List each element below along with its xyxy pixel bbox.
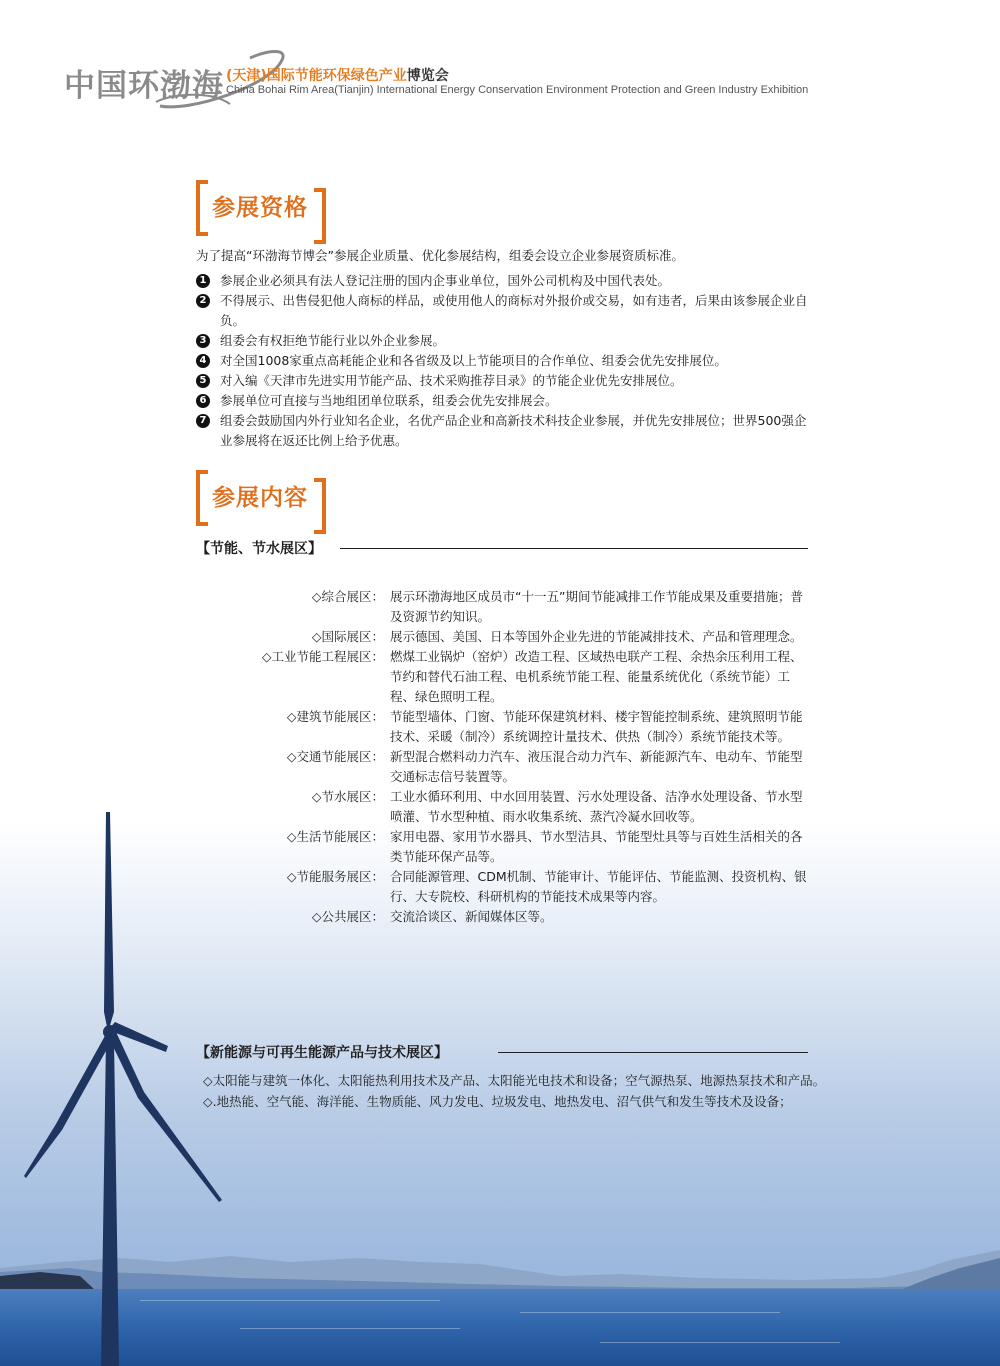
zone-desc: 展示德国、美国、日本等国外企业先进的节能减排技术、产品和管理理念。 — [390, 629, 803, 644]
subheading-text: 【节能、节水展区】 — [196, 541, 322, 557]
zone-desc: 燃煤工业锅炉（窑炉）改造工程、区域热电联产工程、余热余压利用工程、节约和替代石油工程、电机系统节能工程、能量系统优化（系统节能）工程、绿色照明工程。 — [390, 649, 803, 704]
left-bracket — [196, 180, 208, 236]
zone-name: ◇国际展区： — [311, 629, 384, 644]
section-heading-content — [196, 470, 326, 526]
title-end: 博览会 — [406, 68, 449, 84]
rule-text: 组委会有权拒绝节能行业以外企业参展。 — [220, 333, 446, 348]
subheading-text: 【新能源与可再生能源产品与技术展区】 — [196, 1045, 448, 1061]
zone-name: ◇生活节能展区： — [286, 829, 384, 844]
list-item — [196, 371, 816, 391]
zone-name: ◇工业节能工程展区： — [261, 649, 384, 664]
zone-desc: 家用电器、家用节水器具、节水型洁具、节能型灶具等与百姓生活相关的各类节能环保产品等。 — [390, 829, 803, 864]
list-item — [200, 747, 820, 787]
subheading-energy-water — [196, 538, 808, 558]
number-badge: 6 — [196, 394, 210, 408]
rule-text: 对全国1008家重点高耗能企业和各省级及以上节能项目的合作单位、组委会优先安排展位。 — [220, 353, 727, 368]
zone-name: ◇节能服务展区： — [286, 869, 384, 884]
exhibition-title — [226, 65, 449, 85]
number-badge: 4 — [196, 354, 210, 368]
list-item — [196, 391, 816, 411]
list-item: ◇.地热能、空气能、海洋能、生物质能、风力发电、垃圾发电、地热发电、沼气供气和发生等技术及设备； — [203, 1094, 792, 1109]
rule-text: 组委会鼓励国内外行业知名企业，名优产品企业和高新技术科技企业参展，并优先安排展位；世界500强企业参展将在返还比例上给予优惠。 — [220, 413, 807, 448]
qualification-intro: 为了提高“环渤海节博会”参展企业质量、优化参展结构，组委会设立企业参展资质标准。 — [196, 248, 684, 263]
zone-desc: 合同能源管理、CDM机制、节能审计、节能评估、节能监测、投资机构、银行、大专院校、科研机构的节能技术成果等内容。 — [390, 869, 807, 904]
divider — [340, 548, 808, 549]
zone-desc: 展示环渤海地区成员市“十一五”期间节能减排工作节能成果及重要措施；普及资源节约知识。 — [390, 589, 803, 624]
list-item — [196, 331, 816, 351]
zone-name: ◇交通节能展区： — [286, 749, 384, 764]
list-item — [200, 627, 820, 647]
number-badge: 3 — [196, 334, 210, 348]
rule-text: 对入编《天津市先进实用节能产品、技术采购推荐目录》的节能企业优先安排展位。 — [220, 373, 683, 388]
exhibition-zones — [200, 587, 820, 927]
zone-name: ◇公共展区： — [311, 909, 384, 924]
new-energy-list — [203, 1070, 883, 1112]
rule-text: 参展企业必须具有法人登记注册的国内企事业单位，国外公司机构及中国代表处。 — [220, 273, 671, 288]
list-item — [200, 587, 820, 627]
list-item — [196, 271, 816, 291]
title-paren: (天津) — [226, 68, 267, 84]
section-title: 参展内容 — [212, 484, 308, 511]
list-item — [196, 351, 816, 371]
number-badge: 7 — [196, 414, 210, 428]
zone-name: ◇节水展区： — [311, 789, 384, 804]
section-title: 参展资格 — [212, 194, 308, 221]
qualification-rules — [196, 271, 816, 451]
rule-text: 不得展示、出售侵犯他人商标的样品，或使用他人的商标对外报价或交易，如有违者，后果由该参展企业自负。 — [220, 293, 808, 328]
left-bracket — [196, 470, 208, 526]
exhibition-logo — [64, 50, 224, 110]
zone-desc: 工业水循环利用、中水回用装置、污水处理设备、洁净水处理设备、节水型喷灌、节水型种植、雨水收集系统、蒸汽冷凝水回收等。 — [390, 789, 803, 824]
list-item — [200, 867, 820, 907]
number-badge: 2 — [196, 294, 210, 308]
zone-name: ◇建筑节能展区： — [286, 709, 384, 724]
list-item — [200, 647, 820, 707]
list-item — [200, 827, 820, 867]
zone-desc: 新型混合燃料动力汽车、液压混合动力汽车、新能源汽车、电动车、节能型交通标志信号装置等。 — [390, 749, 803, 784]
list-item — [196, 291, 816, 331]
logo-text: 中国环渤海 — [64, 68, 224, 104]
list-item — [200, 787, 820, 827]
list-item — [200, 707, 820, 747]
right-bracket — [314, 478, 326, 534]
list-item — [196, 411, 816, 451]
subheading-new-energy — [196, 1042, 808, 1062]
zone-desc: 节能型墙体、门窗、节能环保建筑材料、楼宇智能控制系统、建筑照明节能技术、采暖（制冷）系统调控计量技术、供热（制冷）系统节能技术等。 — [390, 709, 803, 744]
list-item — [200, 907, 820, 927]
right-bracket — [314, 188, 326, 244]
number-badge: 1 — [196, 274, 210, 288]
rule-text: 参展单位可直接与当地组团单位联系，组委会优先安排展会。 — [220, 393, 558, 408]
title-mid: 国际节能环保绿色产业 — [266, 68, 407, 84]
number-badge: 5 — [196, 374, 210, 388]
divider — [498, 1052, 808, 1053]
zone-desc: 交流洽谈区、新闻媒体区等。 — [390, 909, 553, 924]
list-item: ◇太阳能与建筑一体化、太阳能热利用技术及产品、太阳能光电技术和设备；空气源热泵、地源热泵技术和产品。 — [203, 1073, 826, 1088]
exhibition-subtitle-en: China Bohai Rim Area(Tianjin) International Energy Conservation Environment Protection and Green Industry Exhibition — [226, 84, 809, 96]
section-heading-qualification — [196, 180, 326, 236]
zone-name: ◇综合展区： — [311, 589, 384, 604]
